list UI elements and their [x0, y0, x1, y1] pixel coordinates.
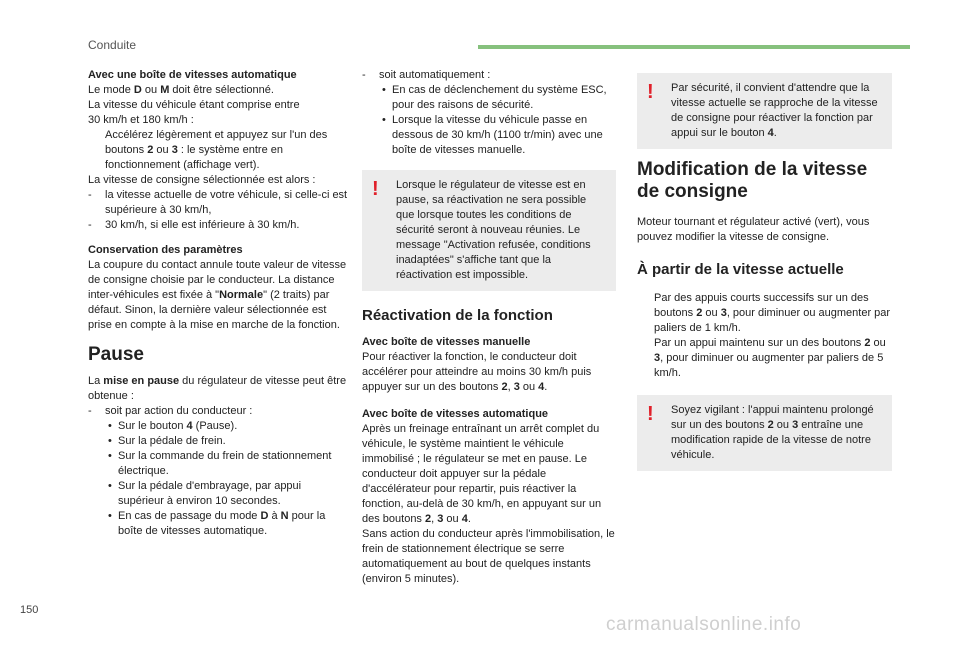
setpoint-option-1: - la vitesse actuelle de votre véhicule, si celle-ci est supérieure à 30 km/h, [88, 189, 348, 216]
watermark: carmanualsonline.info [606, 614, 802, 635]
auto-gearbox-text: Après un freinage entraînant un arrêt complet du véhicule, le système maintient le véhicule immobilisé ; le régulateur se met en pause. Le conducteur doit appuyer sur la pédale d'accélérateur pour repartir, puis réactiver la fonction, au-delà de 30 km/h, en appuyant sur un des boutons 2, 3 ou 4. [362, 423, 602, 525]
long-press-step: Par un appui maintenu sur un des boutons 2 ou 3, pour diminuer ou augmenter par paliers de 5 km/h. [654, 337, 886, 379]
conservation-text: La coupure du contact annule toute valeur de vitesse de consigne choisie par le conducteur. La distance inter-véhicules est fixée à "Normale" (2 traits) par défaut. Sinon, la dernière valeur sélectionnée est prise en compte à la mise en marche de la fonction. [88, 259, 347, 331]
pause-intro: La mise en pause du régulateur de vitesse peut être obtenue : [88, 375, 347, 402]
pause-auto-item: • Lorsque la vitesse du véhicule passe en dessous de 30 km/h (1100 tr/min) avec une boîte de vitesses manuelle. [382, 114, 603, 156]
warning-box-safety [637, 73, 892, 149]
pause-driver-action: - soit par action du conducteur : [88, 405, 253, 417]
pause-item: • Sur la pédale d'embrayage, par appui supérieur à environ 10 secondes. [108, 480, 302, 507]
pause-item: • En cas de passage du mode D à N pour la boîte de vitesses automatique. [108, 510, 326, 537]
pause-item: • Sur la commande du frein de stationnement électrique. [108, 450, 332, 477]
short-press-step: Par des appuis courts successifs sur un des boutons 2 ou 3, pour diminuer ou augmenter par paliers de 1 km/h. [654, 292, 891, 334]
manual-gearbox-heading: Avec boîte de vitesses manuelle [362, 336, 531, 348]
page-number: 150 [20, 604, 39, 616]
section-title: Conduite [88, 38, 137, 52]
column-left [88, 68, 350, 539]
warning-text: Soyez vigilant : l'appui maintenu prolongé sur un des boutons 2 ou 3 entraîne une modification rapide de la vitesse de notre véhicule. [671, 404, 874, 461]
warning-text: Lorsque le régulateur de vitesse est en pause, sa réactivation ne sera possible que lorsque toutes les conditions de sécurité seront à nouveau réunies. Le message "Activation refusée, conditions inadaptées" s'affiche tant que la réactivation est impossible. [396, 179, 591, 281]
no-action-text: Sans action du conducteur après l'immobilisation, le frein de stationnement électrique se serre automatiquement au bout de quelques instants (environ 5 minutes). [362, 528, 615, 585]
pause-item: • Sur la pédale de frein. [108, 435, 226, 447]
reactivation-heading: Réactivation de la fonction [362, 307, 553, 324]
manual-gearbox-text: Pour réactiver la fonction, le conducteur doit accélérer pour atteindre au moins 30 km/h puis appuyer sur un des boutons 2, 3 ou 4. [362, 351, 592, 393]
setpoint-option-2: - 30 km/h, si elle est inférieure à 30 km/h. [88, 219, 300, 231]
warning-box-vigilance [637, 395, 892, 471]
pause-item: • Sur le bouton 4 (Pause). [108, 420, 238, 432]
warning-box-reactivation [362, 170, 616, 291]
setpoint-line: La vitesse de consigne sélectionnée est alors : [88, 174, 316, 186]
warning-text: Par sécurité, il convient d'attendre que la vitesse actuelle se rapproche de la vitesse de consigne pour réactiver la fonction par appui sur le bouton 4. [671, 82, 878, 139]
section-color-bar [478, 45, 910, 49]
modification-text: Moteur tournant et régulateur activé (vert), vous pouvez modifier la vitesse de consigne. [637, 216, 870, 243]
pause-heading: Pause [88, 344, 144, 365]
speed-range-line-1: La vitesse du véhicule étant comprise entre [88, 99, 300, 111]
auto-gearbox-heading: Avec une boîte de vitesses automatique [88, 69, 297, 81]
warning-exclamation-icon: ! [647, 81, 654, 103]
warning-exclamation-icon: ! [647, 403, 654, 425]
speed-range-line-2: 30 km/h et 180 km/h : [88, 114, 194, 126]
pause-auto-line: - soit automatiquement : [362, 69, 491, 81]
mode-line: Le mode D ou M doit être sélectionné. [88, 84, 274, 96]
auto-gearbox-heading-2: Avec boîte de vitesses automatique [362, 408, 549, 420]
conservation-heading: Conservation des paramètres [88, 244, 243, 256]
activation-step: Accélérez légèrement et appuyez sur l'un des boutons 2 ou 3 : le système entre en fonctionnement (affichage vert). [105, 129, 328, 171]
column-middle [362, 68, 616, 587]
modification-heading: Modification de la vitesse de consigne [637, 159, 868, 202]
warning-exclamation-icon: ! [372, 178, 379, 200]
current-speed-heading: À partir de la vitesse actuelle [637, 261, 844, 278]
column-right [637, 73, 892, 471]
pause-auto-item: • En cas de déclenchement du système ESC, pour des raisons de sécurité. [382, 84, 607, 111]
